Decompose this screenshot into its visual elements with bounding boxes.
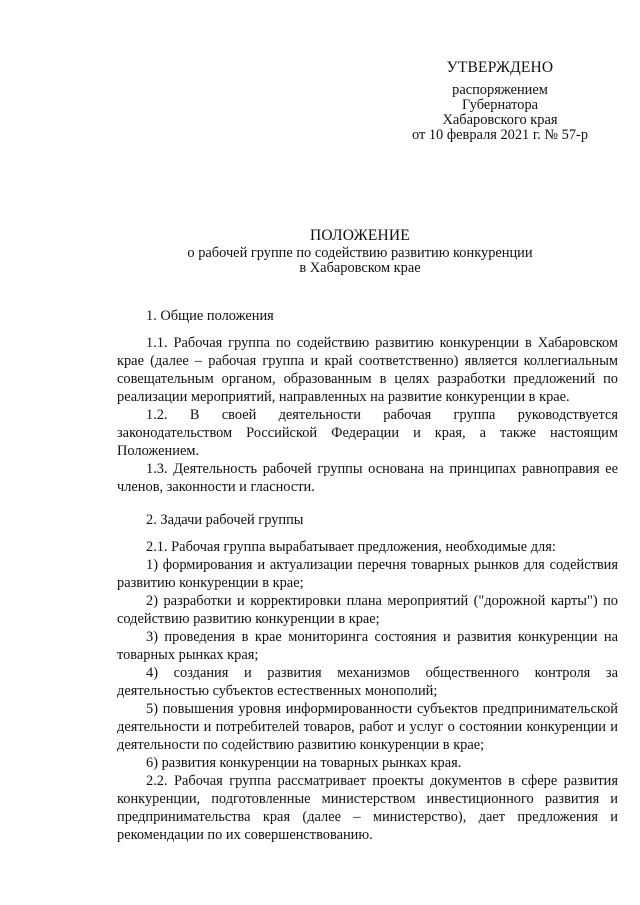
approval-line: Губернатора: [461, 97, 539, 113]
approval-line: распоряжением: [452, 82, 548, 98]
document-title-block: [90, 228, 630, 276]
paragraph-2-2: 2.2. Рабочая группа рассматривает проекты документов в сфере развития конкуренции, подготовленные министерством инвестиционного развития и предпринимательства края (далее – министерство), дает предложения и рекомендации по их совершенствованию.: [117, 773, 618, 843]
list-item-5: 5) повышения уровня информированности субъектов предпринимательской деятельности и потребителей товаров, работ и услуг о состоянии конкуренции и деятельности по содействию развитию конкуренции в крае;: [117, 701, 618, 753]
paragraph-2-1: 2.1. Рабочая группа вырабатывает предложения, необходимые для:: [146, 539, 556, 555]
list-item-2: 2) разработки и корректировки плана мероприятий ("дорожной карты") по содействию развитию конкуренции в крае;: [117, 593, 618, 627]
list-item-1: 1) формирования и актуализации перечня товарных рынков для содействия развитию конкуренции в крае;: [117, 557, 618, 591]
approval-date-line: от 10 февраля 2021 г. № 57-р: [411, 127, 589, 143]
paragraph-1-2: 1.2. В своей деятельности рабочая группа руководствуется законодательством Российской Федерации и края, а также настоящим Положением.: [117, 407, 618, 459]
approval-stamp: УТВЕРЖДЕНО: [446, 59, 554, 76]
document-title: ПОЛОЖЕНИЕ: [310, 227, 410, 244]
list-item-4: 4) создания и развития механизмов общественного контроля за деятельностью субъектов естественных монополий;: [117, 665, 618, 699]
document-body: [117, 307, 618, 844]
list-item-3: 3) проведения в крае мониторинга состояния и развития конкуренции на товарных рынках края;: [117, 629, 618, 663]
approval-block: [390, 60, 610, 143]
section-heading-general: 1. Общие положения: [146, 308, 274, 324]
section-heading-tasks: 2. Задачи рабочей группы: [146, 512, 304, 528]
paragraph-1-1: 1.1. Рабочая группа по содействию развитию конкуренции в Хабаровском крае (далее – рабочая группа и край соответственно) является коллегиальным совещательным органом, образованным в целях разработки предложений по реализации мероприятий, направленных на развитие конкуренции в крае.: [117, 335, 618, 405]
document-subtitle-line: в Хабаровском крае: [299, 260, 421, 276]
list-item-6: 6) развития конкуренции на товарных рынках края.: [146, 755, 462, 771]
paragraph-1-3: 1.3. Деятельность рабочей группы основана на принципах равноправия ее членов, законности и гласности.: [117, 461, 618, 495]
document-subtitle-line: о рабочей группе по содействию развитию конкуренции: [187, 245, 533, 261]
approval-line: Хабаровского края: [442, 112, 558, 128]
